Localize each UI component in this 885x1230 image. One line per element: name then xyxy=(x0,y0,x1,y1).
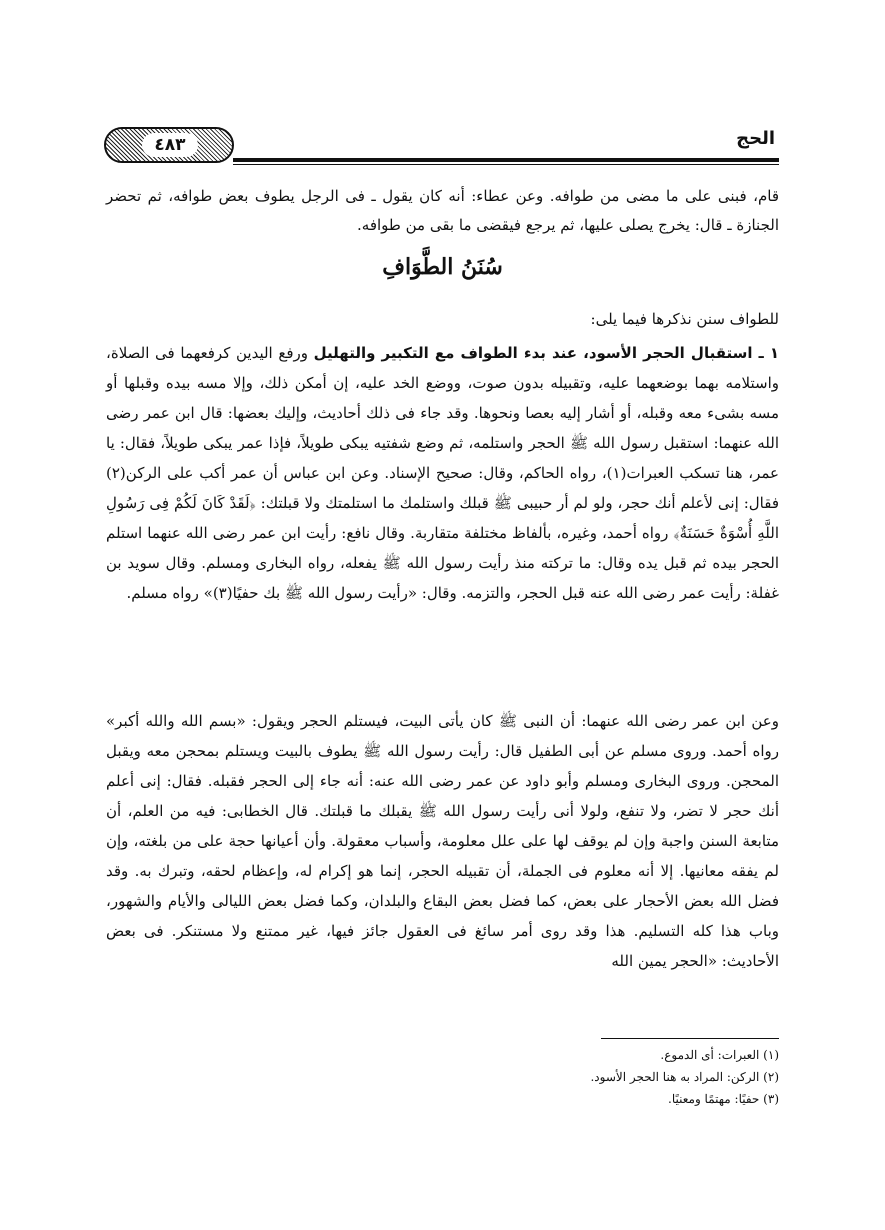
footnotes xyxy=(590,1044,779,1110)
paragraph-item-2: وعن ابن عمر رضى الله عنهما: أن النبى ﷺ كان يأتى البيت، فيستلم الحجر ويقول: «بسم الله والله أكبر» رواه أحمد. وروى مسلم عن أبى الطفيل قال: رأيت رسول الله ﷺ يطوف بالبيت ويستلم بمحجن معه ويقبل المحجن. وروى البخارى ومسلم وأبو داود عن عمر رضى الله عنه: أنه جاء إلى الحجر فقبله. فقال: إنى أعلم أنك حجر لا تضر، ولا تنفع، ولولا أنى رأيت رسول الله ﷺ يقبلك ما قبلتك. قال الخطابى: فيه من العلم، أن متابعة السنن واجبة وإن لم يوقف لها على علل معلومة، وأسباب معقولة. وأن أعيانها حجة على من بلغته، وإن لم يفقه معانيها. إلا أنه معلوم فى الجملة، أن تقبيله الحجر، إنما هو إكرام له، وإعظام لحقه، وتبرك به. وقد فضل الله بعض الأحجار على بعض، كما فضل بعض البقاع والبلدان، وكما فضل بعض الليالى والأيام والشهور، وباب هذا كله التسليم. هذا وقد روى أمر سائغ فى العقول جائز فيها، غير ممتنع ولا مستنكر. فى بعض الأحاديث: «الحجر يمين الله xyxy=(106,712,779,970)
item-1-body: ورفع اليدين كرفعهما فى الصلاة، واستلامه بهما بوضعهما عليه، وتقبيله بدون صوت، ووضع الخد عليه، إن أمكن ذلك، وإلا مسه بيده وقبلها أو مسه بشىء معه وقبله، أو أشار إليه بعصا ونحوها. وقد جاء فى ذلك أحاديث، وإليك بعضها: قال ابن عمر رضى الله عنهما: استقبل رسول الله ﷺ الحجر واستلمه، ثم وضع شفتيه يبكى طويلاً، فإذا عمر يبكى طويلاً، فقال: يا عمر، هنا تسكب العبرات(١)، رواه الحاكم، وقال: صحيح الإسناد. وعن ابن عباس أن عمر أكب على الركن(٢) فقال: إنى لأعلم أنك حجر، ولو لم أر حبيبى ﷺ قبلك واستلمك ما استلمتك ولا قبلتك: ﴿لَقَدْ كَانَ لَكُمْ فِى رَسُولِ اللَّهِ أُسْوَةٌ حَسَنَةٌ﴾ رواه أحمد، وغيره، بألفاظ مختلفة متقاربة. وقال نافع: رأيت ابن عمر رضى الله عنهما استلم الحجر بيده ثم قبل يده وقال: ما تركته منذ رأيت رسول الله ﷺ يفعله، رواه البخارى ومسلم. وقال سويد بن غفلة: رأيت عمر رضى الله عنه قبل الحجر، والتزمه. وقال: «رأيت رسول الله ﷺ بك حفيًا(٣)» رواه مسلم. xyxy=(106,344,779,602)
footnote-1: (١) العبرات: أى الدموع. xyxy=(660,1048,779,1062)
paragraph-item-1 xyxy=(106,338,779,608)
lead-line: للطواف سنن نذكرها فيما يلى: xyxy=(590,310,779,328)
footnote-rule xyxy=(601,1038,779,1039)
page-number: ٤٨٣ xyxy=(142,133,198,157)
chapter-title: الحج xyxy=(736,128,775,149)
header-rule-thin xyxy=(233,164,779,165)
footnote-2: (٢) الركن: المراد به هنا الحجر الأسود. xyxy=(590,1070,779,1084)
header-rule-thick xyxy=(233,158,779,162)
footnote-3: (٣) حفيًا: مهتمًا ومعنيًا. xyxy=(668,1092,779,1106)
intro-paragraph: قام، فبنى على ما مضى من طوافه. وعن عطاء: أنه كان يقول ـ فى الرجل يطوف بعض طوافه، ثم تحضر الجنازة ـ قال: يخرج يصلى عليها، ثم يرجع فيقضى ما بقى من طوافه. xyxy=(106,187,779,234)
section-title: سُنَنُ الطَّوَافِ xyxy=(382,254,503,280)
item-1-heading: ١ ـ استقبال الحجر الأسود، عند بدء الطواف مع التكبير والتهليل xyxy=(313,344,779,362)
